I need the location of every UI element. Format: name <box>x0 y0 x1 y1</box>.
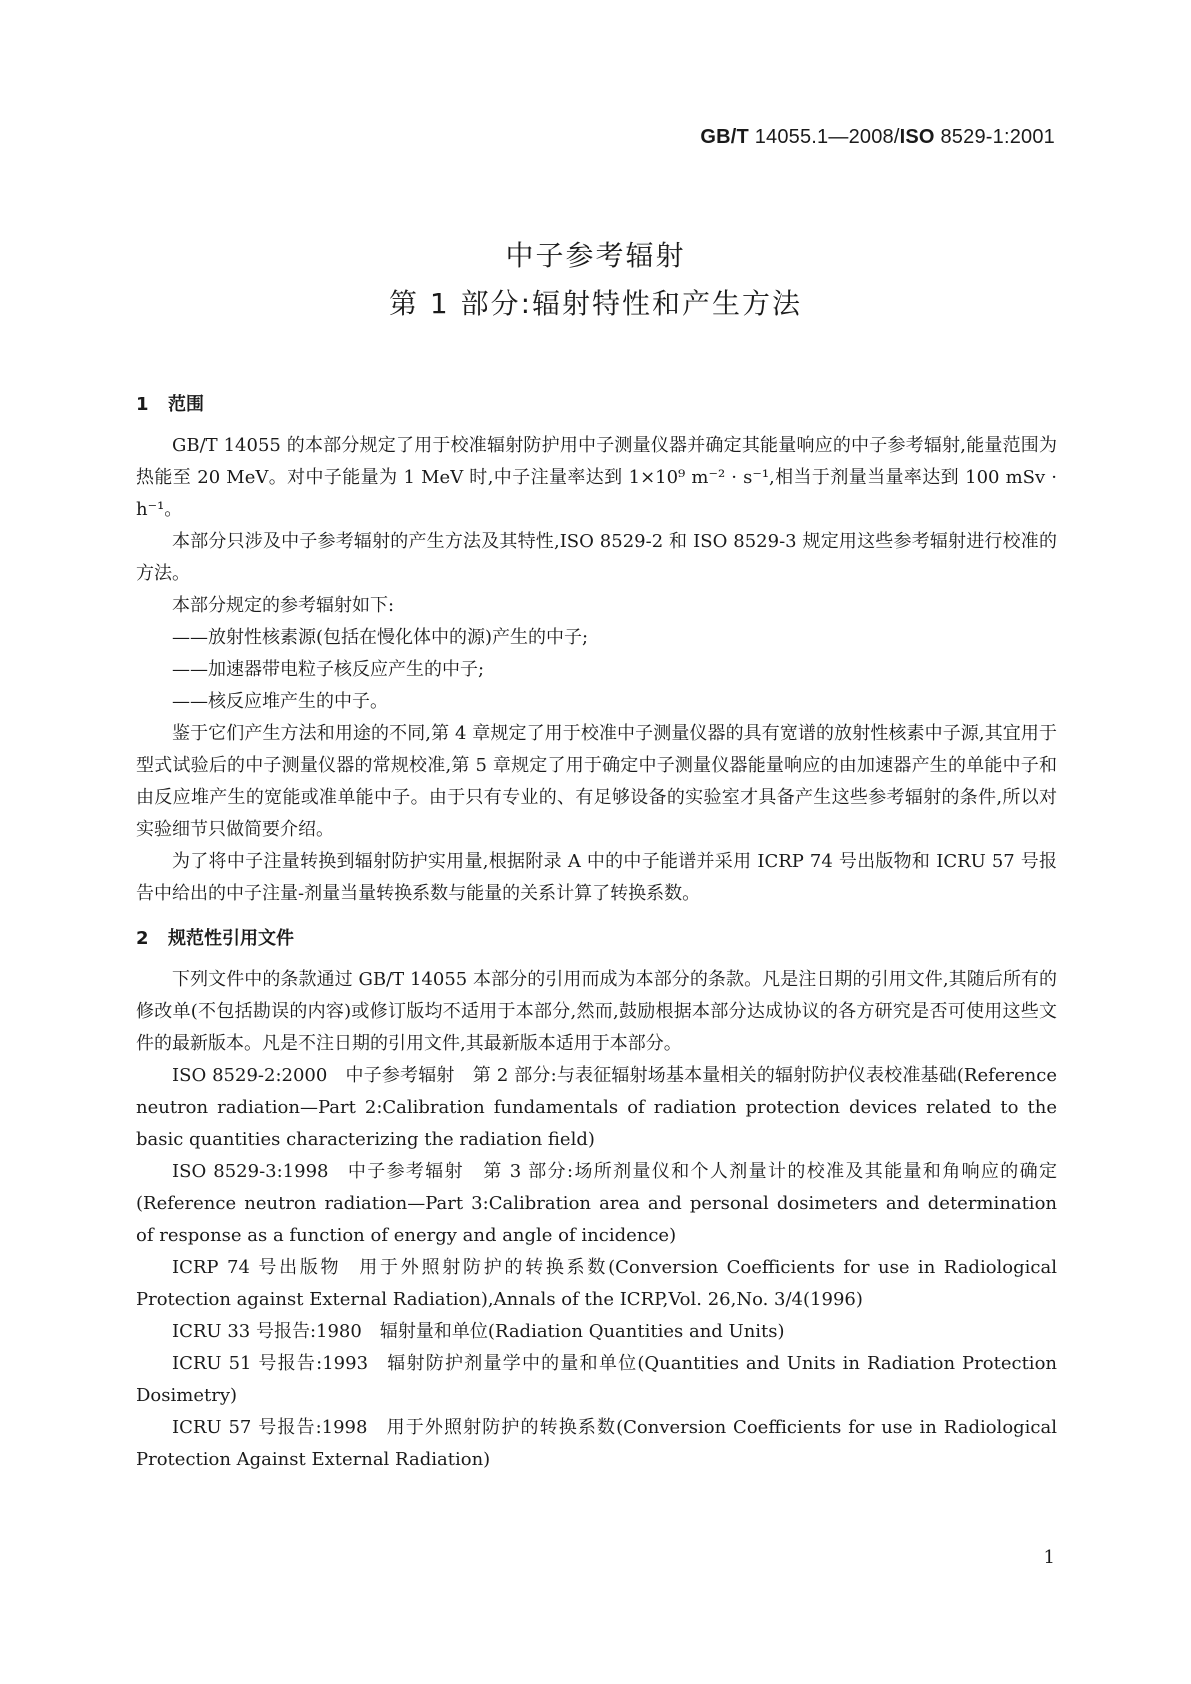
reference-item <box>136 1156 1057 1252</box>
iso-number: 8529-1:2001 <box>940 126 1055 148</box>
reference-text: 用于外照射防护的转换系数(Conversion Coefficients for use in Radiological Protection against External Radiation),Annals of the ICRP,Vol. 26,No. 3/4(1996) <box>136 1257 1057 1310</box>
document-body <box>136 390 1057 1476</box>
std-prefix: GB/T <box>700 126 749 148</box>
section-1-title: 范围 <box>168 394 204 415</box>
paragraph: 下列文件中的条款通过 GB/T 14055 本部分的引用而成为本部分的条款。凡是注日期的引用文件,其随后所有的修改单(不包括勘误的内容)或修订版均不适用于本部分,然而,鼓励根据本部分达成协议的各方研究是否可使用这些文件的最新版本。凡是不注日期的引用文件,其最新版本适用于本部分。 <box>136 969 1057 1054</box>
section-2-number: 2 <box>136 928 149 949</box>
title-line-1: 中子参考辐射 <box>505 239 686 272</box>
paragraph: GB/T 14055 的本部分规定了用于校准辐射防护用中子测量仪器并确定其能量响应的中子参考辐射,能量范围为热能至 20 MeV。对中子能量为 1 MeV 时,中子注量率达到 1×10⁹ m⁻² · s⁻¹,相当于剂量当量率达到 100 mSv · h⁻¹。 <box>136 435 1057 520</box>
reference-code: ISO 8529-3:1998 <box>172 1161 329 1182</box>
section-1-heading <box>136 390 1057 420</box>
reference-item <box>136 1060 1057 1156</box>
page-number: 1 <box>1043 1547 1055 1568</box>
reference-item <box>136 1316 1057 1348</box>
section-1-number: 1 <box>136 394 149 415</box>
reference-text: 中子参考辐射 第 3 部分:场所剂量仪和个人剂量计的校准及其能量和角响应的确定(Reference neutron radiation—Part 3:Calibration area and personal dosimeters and determination of response as a function of energy and angle of incidence) <box>136 1161 1057 1246</box>
section-2-title: 规范性引用文件 <box>168 928 294 949</box>
reference-item <box>136 1348 1057 1412</box>
std-number: 14055.1—2008/ <box>754 126 900 148</box>
reference-text: 辐射防护剂量学中的量和单位(Quantities and Units in Radiation Protection Dosimetry) <box>136 1353 1057 1406</box>
paragraph: 本部分只涉及中子参考辐射的产生方法及其特性,ISO 8529-2 和 ISO 8529-3 规定用这些参考辐射进行校准的方法。 <box>136 531 1057 584</box>
reference-text: 用于外照射防护的转换系数(Conversion Coefficients for use in Radiological Protection Against External Radiation) <box>136 1417 1058 1470</box>
reference-code: ICRU 33 号报告:1980 <box>172 1321 362 1342</box>
reference-text: 辐射量和单位(Radiation Quantities and Units) <box>379 1321 785 1342</box>
list-item: ——核反应堆产生的中子。 <box>172 691 388 712</box>
paragraph: 鉴于它们产生方法和用途的不同,第 4 章规定了用于校准中子测量仪器的具有宽谱的放射性核素中子源,其宜用于型式试验后的中子测量仪器的常规校准,第 5 章规定了用于确定中子测量仪器能量响应的由加速器产生的单能中子和由反应堆产生的宽能或准单能中子。由于只有专业的、有足够设备的实验室才具备产生这些参考辐射的条件,所以对实验细节只做简要介绍。 <box>136 723 1057 840</box>
paragraph: 本部分规定的参考辐射如下: <box>172 595 395 616</box>
section-2-heading <box>136 924 1057 954</box>
list-item: ——加速器带电粒子核反应产生的中子; <box>172 659 485 680</box>
reference-code: ICRP 74 号出版物 <box>172 1257 342 1278</box>
title-line-2: 第 1 部分:辐射特性和产生方法 <box>388 287 803 320</box>
list-item: ——放射性核素源(包括在慢化体中的源)产生的中子; <box>172 627 589 648</box>
reference-code: ISO 8529-2:2000 <box>172 1065 328 1086</box>
iso-prefix: ISO <box>899 126 935 148</box>
reference-text: 中子参考辐射 第 2 部分:与表征辐射场基本量相关的辐射防护仪表校准基础(Reference neutron radiation—Part 2:Calibration fundamentals of radiation protection devices related to the basic quantities characterizing the radiation field) <box>136 1065 1057 1150</box>
standard-code <box>700 126 1055 149</box>
reference-code: ICRU 57 号报告:1998 <box>172 1417 368 1438</box>
paragraph: 为了将中子注量转换到辐射防护实用量,根据附录 A 中的中子能谱并采用 ICRP 74 号出版物和 ICRU 57 号报告中给出的中子注量-剂量当量转换系数与能量的关系计算了转换系数。 <box>136 851 1057 904</box>
reference-item <box>136 1252 1057 1316</box>
document-title <box>0 232 1191 328</box>
reference-item <box>136 1412 1057 1476</box>
reference-code: ICRU 51 号报告:1993 <box>172 1353 369 1374</box>
